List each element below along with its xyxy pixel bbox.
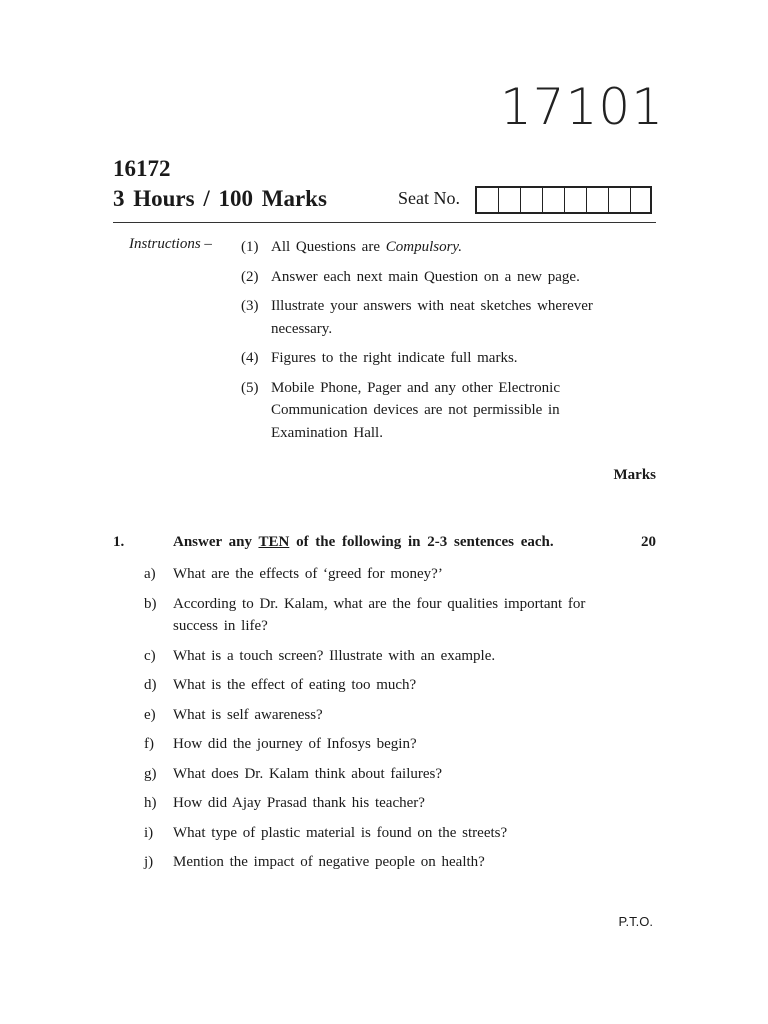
seat-digit-box bbox=[543, 188, 565, 212]
instruction-number: (1) bbox=[241, 239, 259, 255]
duration-marks: 3 Hours / 100 Marks bbox=[113, 186, 327, 211]
subquestion-text: What is the effect of eating too much? bbox=[173, 677, 417, 693]
seat-number-label: Seat No. bbox=[398, 188, 460, 208]
page-turn-note: P.T.O. bbox=[618, 914, 653, 929]
instruction-text: Figures to the right indicate full marks. bbox=[271, 350, 518, 366]
instruction-number: (4) bbox=[241, 350, 259, 366]
question-marks: 20 bbox=[641, 534, 656, 550]
instruction-item bbox=[241, 236, 641, 259]
subquestion-item bbox=[144, 733, 624, 756]
paper-code: 17101 bbox=[500, 78, 665, 136]
subquestion-label: e) bbox=[144, 706, 156, 723]
question-number: 1. bbox=[113, 534, 125, 550]
subquestion-item bbox=[144, 851, 624, 874]
instruction-text: Answer each next main Question on a new page. bbox=[271, 268, 580, 285]
subquestion-label: g) bbox=[144, 765, 157, 782]
seat-digit-box bbox=[587, 188, 609, 212]
subject-code: 16172 bbox=[113, 156, 171, 181]
subquestion-item bbox=[144, 792, 624, 815]
subquestion-label: b) bbox=[144, 595, 157, 612]
subquestion-item bbox=[144, 674, 624, 697]
marks-column-heading: Marks bbox=[613, 467, 656, 483]
subquestion-text: According to Dr. Kalam, what are the four qualities important for success in life? bbox=[173, 595, 586, 634]
subquestion-text: How did Ajay Prasad thank his teacher? bbox=[173, 795, 425, 811]
instruction-text: Illustrate your answers with neat sketches wherever necessary. bbox=[271, 298, 593, 337]
subquestion-text: What is a touch screen? Illustrate with an example. bbox=[173, 647, 496, 664]
subquestion-label: d) bbox=[144, 677, 157, 693]
subquestion-text: How did the journey of Infosys begin? bbox=[173, 736, 417, 752]
subquestion-label: h) bbox=[144, 795, 157, 811]
seat-digit-box bbox=[609, 188, 631, 212]
seat-number-boxes bbox=[475, 186, 652, 214]
subquestion-text: What is self awareness? bbox=[173, 706, 323, 723]
subquestion-label: a) bbox=[144, 566, 156, 582]
subquestion-label: c) bbox=[144, 647, 156, 664]
instruction-number: (5) bbox=[241, 379, 259, 396]
seat-digit-box bbox=[499, 188, 521, 212]
question-text: Answer any TEN of the following in 2-3 sentences each. bbox=[173, 534, 554, 550]
instruction-text: All Questions are Compulsory. bbox=[271, 239, 462, 255]
subquestion-item bbox=[144, 645, 624, 668]
seat-digit-box bbox=[521, 188, 543, 212]
instruction-item bbox=[241, 377, 641, 445]
instructions-heading: Instructions – bbox=[129, 236, 212, 252]
subquestion-text: What does Dr. Kalam think about failures? bbox=[173, 765, 443, 782]
subquestion-label: f) bbox=[144, 736, 154, 752]
subquestion-label: j) bbox=[144, 854, 154, 870]
subquestion-text: What type of plastic material is found on the streets? bbox=[173, 824, 508, 841]
subquestion-item bbox=[144, 822, 624, 845]
seat-digit-box bbox=[477, 188, 499, 212]
header-divider bbox=[113, 222, 656, 223]
instruction-text: Mobile Phone, Pager and any other Electronic Communication devices are not permissible in Examination Hall. bbox=[271, 379, 561, 441]
instructions-list bbox=[241, 236, 641, 451]
instruction-number: (3) bbox=[241, 298, 259, 314]
subquestion-list bbox=[144, 563, 624, 881]
subquestion-item bbox=[144, 563, 624, 586]
instruction-item bbox=[241, 266, 641, 289]
instruction-emphasis: Compulsory. bbox=[385, 239, 462, 255]
seat-digit-box bbox=[631, 188, 650, 212]
seat-digit-box bbox=[565, 188, 587, 212]
question-emphasis: TEN bbox=[258, 534, 290, 550]
subquestion-item bbox=[144, 593, 624, 638]
instruction-number: (2) bbox=[241, 268, 259, 285]
instruction-item bbox=[241, 295, 641, 340]
subquestion-item bbox=[144, 763, 624, 786]
instruction-item bbox=[241, 347, 641, 370]
subquestion-text: Mention the impact of negative people on health? bbox=[173, 854, 485, 870]
subquestion-item bbox=[144, 704, 624, 727]
subquestion-text: What are the effects of ‘greed for money?’ bbox=[173, 566, 443, 582]
subquestion-label: i) bbox=[144, 824, 154, 841]
